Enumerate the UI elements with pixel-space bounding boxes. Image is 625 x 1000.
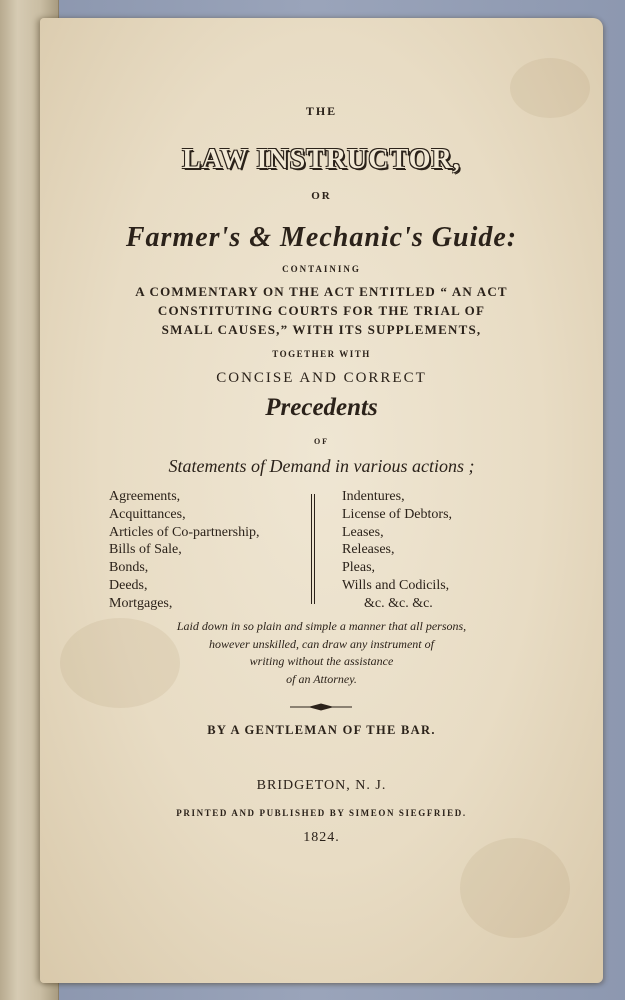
- precedents-heading: Precedents: [265, 394, 378, 421]
- header-the: THE: [305, 104, 338, 118]
- list-item: Mortgages,: [109, 595, 173, 611]
- list-item: Pleas,: [342, 560, 376, 576]
- description-line: writing without the assistance: [249, 654, 394, 668]
- author-line: BY A GENTLEMAN OF THE BAR.: [207, 723, 436, 737]
- commentary-line: CONSTITUTING COURTS FOR THE TRIAL OF: [157, 303, 486, 318]
- paper-stain: [460, 838, 570, 938]
- list-item: Wills and Codicils,: [342, 577, 450, 593]
- list-item: Releases,: [342, 542, 395, 558]
- list-item: &c. &c. &c.: [364, 595, 433, 611]
- instrument-list-left: [109, 488, 259, 613]
- commentary-line: A COMMENTARY ON THE ACT ENTITLED “ AN ACT: [135, 284, 508, 299]
- list-item: License of Debtors,: [342, 506, 453, 522]
- list-item: Articles of Co-partnership,: [109, 524, 260, 540]
- imprint-printer: PRINTED AND PUBLISHED BY SIMEON SIEGFRIED.: [176, 808, 467, 818]
- description-line: Laid down in so plain and simple a manner that all persons,: [176, 619, 467, 633]
- list-item: Bonds,: [109, 560, 149, 576]
- description-paragraph: [40, 618, 603, 688]
- list-item: Agreements,: [109, 489, 181, 504]
- statements-line: Statements of Demand in various actions ;: [168, 456, 475, 476]
- together-with-label: TOGETHER WITH: [272, 349, 371, 359]
- column-divider: [310, 494, 316, 604]
- description-line: of an Attorney.: [286, 671, 357, 686]
- list-item: Deeds,: [109, 577, 148, 593]
- title-page: [40, 18, 603, 983]
- commentary-line: SMALL CAUSES,” WITH ITS SUPPLEMENTS,: [161, 322, 482, 337]
- of-label: OF: [313, 437, 330, 446]
- imprint-place: BRIDGETON, N. J.: [256, 778, 387, 793]
- ornament-rule: [288, 702, 354, 712]
- concise-heading: CONCISE AND CORRECT: [216, 370, 427, 386]
- imprint-year: 1824.: [303, 830, 340, 845]
- list-item: Leases,: [342, 524, 384, 540]
- or-label: OR: [311, 190, 332, 202]
- containing-label: CONTAINING: [282, 264, 361, 274]
- subtitle: Farmer's & Mechanic's Guide:: [125, 222, 518, 253]
- book-title: LAW INSTRUCTOR,: [182, 144, 461, 175]
- description-line: however unskilled, can draw any instrument of: [209, 636, 434, 651]
- list-item: Bills of Sale,: [109, 542, 182, 558]
- instrument-list-right: [342, 488, 452, 613]
- list-item: Acquittances,: [109, 506, 186, 522]
- list-item: Indentures,: [342, 489, 405, 504]
